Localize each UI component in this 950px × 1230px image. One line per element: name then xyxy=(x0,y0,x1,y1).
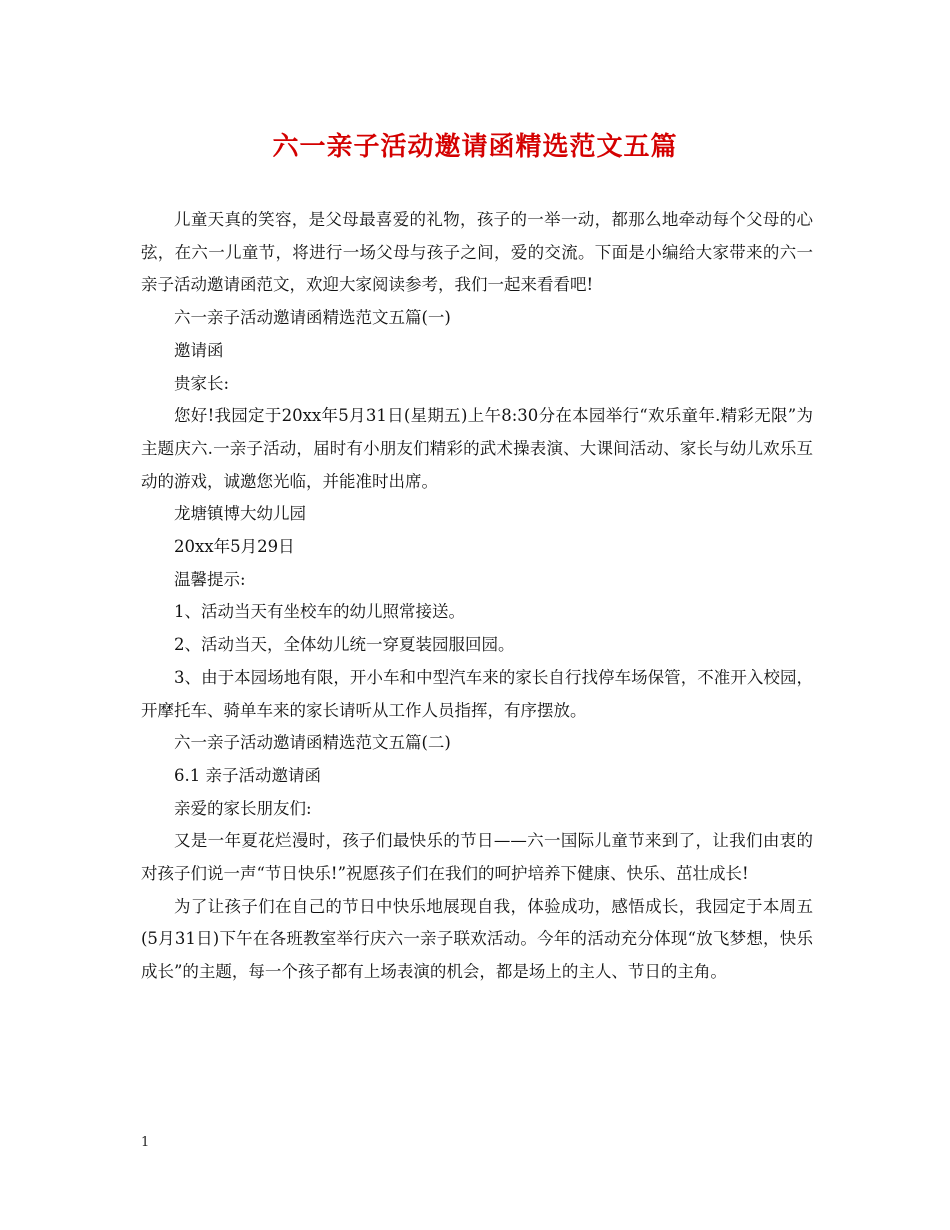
tip-item-3: 3、由于本园场地有限，开小车和中型汽车来的家长自行找停车场保管，不准开入校园，开摩托车、骑单车来的家长请听从工作人员指挥，有序摆放。 xyxy=(141,667,813,720)
document-title: 六一亲子活动邀请函精选范文五篇 xyxy=(272,132,678,162)
section-heading-one: 六一亲子活动邀请函精选范文五篇(一) xyxy=(174,308,451,328)
invitation-body: 您好!我园定于20xx年5月31日(星期五)上午8:30分在本园举行“欢乐童年.精彩无限”为主题庆六.一亲子活动，届时有小朋友们精彩的武术操表演、大课间活动、家长与幼儿欢乐互动的游戏，诚邀您光临，并能准时出席。 xyxy=(141,406,813,491)
invitation-heading-two: 6.1 亲子活动邀请函 xyxy=(174,765,321,785)
body-paragraph-two-a: 又是一年夏花烂漫时，孩子们最快乐的节日——六一国际儿童节来到了，让我们由衷的对孩子们说一声“节日快乐!”祝愿孩子们在我们的呵护培养下健康、快乐、茁壮成长! xyxy=(141,831,813,884)
invitation-heading: 邀请函 xyxy=(174,340,224,360)
section-heading-two: 六一亲子活动邀请函精选范文五篇(二) xyxy=(174,733,451,753)
salutation-two: 亲爱的家长朋友们: xyxy=(174,798,312,818)
sender-date: 20xx年5月29日 xyxy=(174,537,295,557)
tip-item-1: 1、活动当天有坐校车的幼儿照常接送。 xyxy=(174,602,465,622)
sender-name: 龙塘镇博大幼儿园 xyxy=(174,504,306,524)
document-body xyxy=(141,204,813,989)
page-number: 1 xyxy=(141,1135,150,1150)
tip-item-2: 2、活动当天，全体幼儿统一穿夏装园服回园。 xyxy=(174,635,515,655)
body-paragraph-two-b: 为了让孩子们在自己的节日中快乐地展现自我，体验成功，感悟成长，我园定于本周五(5月31日)下午在各班教室举行庆六一亲子联欢活动。今年的活动充分体现“放飞梦想，快乐成长”的主题，每一个孩子都有上场表演的机会，都是场上的主人、节日的主角。 xyxy=(141,896,813,982)
paragraph-intro: 儿童天真的笑容，是父母最喜爱的礼物，孩子的一举一动，都那么地牵动每个父母的心弦，在六一儿童节，将进行一场父母与孩子之间，爱的交流。下面是小编给大家带来的六一亲子活动邀请函范文，欢迎大家阅读参考，我们一起来看看吧! xyxy=(141,210,813,295)
salutation: 贵家长: xyxy=(174,373,230,393)
tips-heading: 温馨提示: xyxy=(174,569,246,589)
